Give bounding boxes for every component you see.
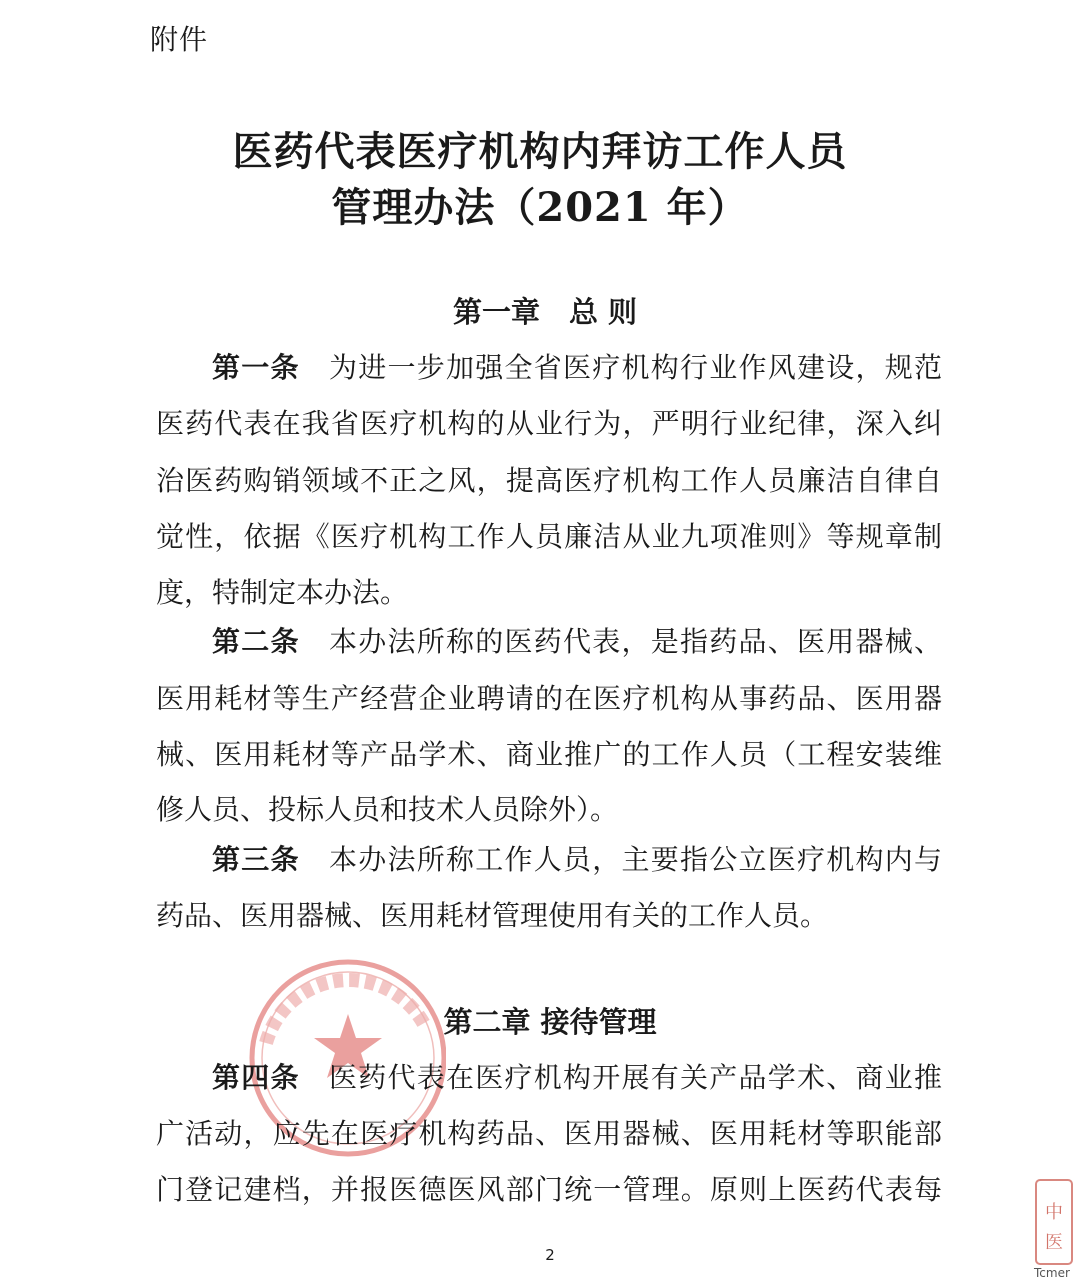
- article-2-line-3: 械、医用耗材等产品学术、商业推广的工作人员（工程安装维: [156, 738, 942, 771]
- article-4-text: 医药代表在医疗机构开展有关产品学术、商业推: [329, 1061, 942, 1094]
- article-4-line-2: 广活动，应先在医疗机构药品、医用器械、医用耗材等职能部: [156, 1117, 942, 1150]
- article-1-line-5: 度，特制定本办法。: [156, 576, 409, 609]
- document-title-line-1: 医药代表医疗机构内拜访工作人员: [232, 128, 848, 175]
- article-1-line-2: 医药代表在我省医疗机构的从业行为，严明行业纪律，深入纠: [156, 407, 942, 440]
- article-3-lead: 第三条: [212, 843, 300, 876]
- watermark-text: Tcmer: [1034, 1266, 1070, 1280]
- svg-text:医: 医: [1045, 1232, 1063, 1253]
- watermark-seal-icon: [1026, 1176, 1076, 1280]
- article-2-line-2: 医用耗材等生产经营企业聘请的在医疗机构从事药品、医用器: [156, 682, 942, 715]
- article-3-text: 本办法所称工作人员，主要指公立医疗机构内与: [329, 843, 942, 876]
- svg-text:中: 中: [1045, 1202, 1063, 1223]
- chapter-2-heading: 第二章 接待管理: [443, 1005, 657, 1039]
- article-3-line-2: 药品、医用器械、医用耗材管理使用有关的工作人员。: [156, 899, 829, 932]
- article-3-line-1: [212, 838, 942, 878]
- article-2-line-4: 修人员、投标人员和技术人员除外）。: [156, 793, 619, 826]
- article-2-text: 本办法所称的医药代表，是指药品、医用器械、: [329, 625, 942, 658]
- article-4-line-1: [212, 1056, 942, 1096]
- document-title-line-2: 管理办法（2021 年）: [331, 184, 749, 231]
- article-1-line-1: [212, 346, 942, 386]
- attachment-label: 附件: [150, 23, 209, 56]
- article-2-lead: 第二条: [212, 625, 300, 658]
- article-4-line-3: 门登记建档，并报医德医风部门统一管理。原则上医药代表每: [156, 1173, 942, 1206]
- article-1-text: 为进一步加强全省医疗机构行业作风建设，规范: [329, 351, 942, 384]
- chapter-1-heading: 第一章 总 则: [452, 295, 638, 329]
- page-number: 2: [545, 1246, 555, 1264]
- article-1-line-4: 觉性，依据《医疗机构工作人员廉洁从业九项准则》等规章制: [156, 520, 942, 553]
- article-2-line-1: [212, 620, 942, 660]
- article-1-lead: 第一条: [212, 351, 300, 384]
- article-4-lead: 第四条: [212, 1061, 300, 1094]
- article-1-line-3: 治医药购销领域不正之风，提高医疗机构工作人员廉洁自律自: [156, 464, 942, 497]
